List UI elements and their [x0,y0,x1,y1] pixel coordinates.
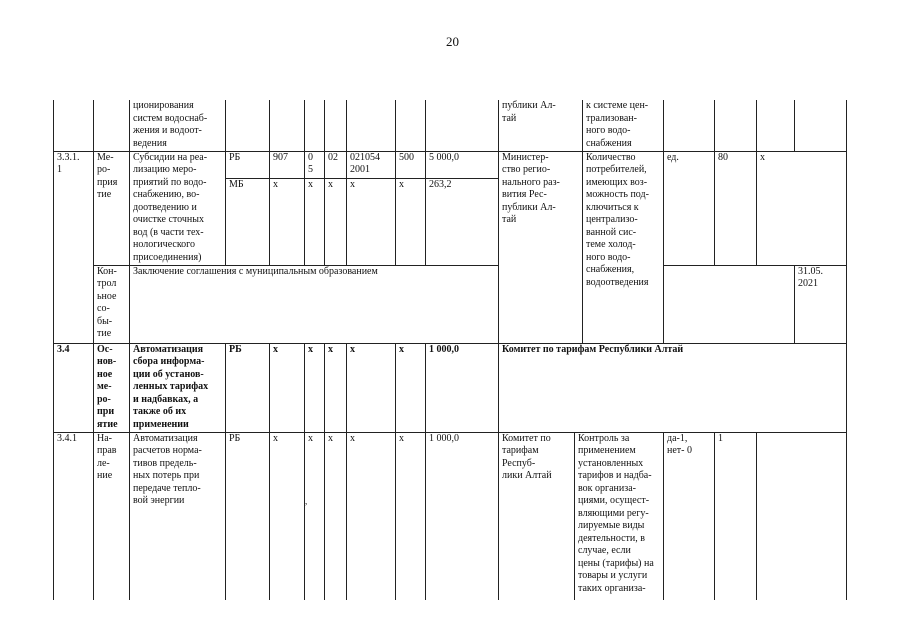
program-table [53,100,847,600]
unit-cell: ед. [664,151,715,265]
table-row: 3.4.1 На- прав ле- ние Автоматизация расчетов норма- тивов предель- ных потерь при передаче тепло- вой энергии РБ x x x x x 1 000,0 Комитет по тарифам Респуб- лики Алтай Контроль за применением установленных тарифов и надба- вок организа- циями, осущест- вляющими регу- лируемые виды деятельности, в случае, если цены (тарифы) на товары и услуги таких организа- да-1, нет- 0 1 [54,432,847,600]
executor-cell: публики Ал- тай [499,100,583,151]
kind-cell: На- прав ле- ние [94,432,130,600]
table-row: 3.3.1. 1 Ме- ро- прия тие Субсидии на реа- лизацию меро- приятий по водо- снабжению, во- доотведению и очистке сточных вод (в части тех- нологического присоединения) РБ 907 0 5 02 021054 2001 500 5 000,0 Министер- ство регио- нального раз- вития Рес- публики Ал- тай Количество потребителей, имеющих воз- можность под- ключиться к централизо- ванной сис- теме холод- ного водо- снабжения, водоотведения ед. 80 x [54,151,847,178]
indicator-cell: к системе цен- трализован- ного водо- снабжения [583,100,664,151]
description-cell: ционирования систем водоснаб- жения и водоот- ведения [130,100,226,151]
description-cell: Автоматизация сбора информа- ции об установ- ленных тарифах и надбавках, а также об их применении [130,343,226,432]
description-cell: Автоматизация расчетов норма- тивов предель- ных потерь при передаче тепло- вой энергии [130,432,226,600]
stray-mark: , [305,496,308,506]
table-row: МБ x x x x x 263,2 [54,178,847,265]
value-cell: 80 [715,151,757,265]
executor-cell: Комитет по тарифам Республики Алтай [499,343,847,432]
value-cell: 1 [715,432,757,600]
unit-cell: да-1, нет- 0 [664,432,715,600]
amount-cell: 1 000,0 [426,343,499,432]
table-row [54,100,847,151]
amount-cell: 1 000,0 [426,432,499,600]
date-cell: 31.05. 2021 [795,265,847,343]
row-num-cell: 3.3.1. 1 [54,151,94,343]
page-number: 20 [446,34,459,49]
executor-cell: Министер- ство регио- нального раз- вития Рес- публики Ал- тай [499,151,583,343]
kind-cell: Ме- ро- прия тие [94,151,130,265]
source-cell: РБ [226,343,270,432]
control-event-text: Заключение соглашения с муниципальным образованием [130,265,499,343]
kind-cell [94,100,130,151]
source-cell: МБ [226,178,270,265]
row-num-cell [54,100,94,151]
indicator-cell: Контроль за применением установленных тарифов и надба- вок организа- циями, осущест- вляющими регу- лируемые виды деятельности, в случае, если цены (тарифы) на товары и услуги таких организа- [575,432,664,600]
source-cell: РБ [226,432,270,600]
kind-cell: Кон- трол ьное со- бы- тие [94,265,130,343]
extra-cell: x [757,151,847,265]
amount-cell: 263,2 [426,178,499,265]
row-num-cell: 3.4 [54,343,94,432]
kind-cell: Ос- нов- ное ме- ро- при ятие [94,343,130,432]
description-cell: Субсидии на реа- лизацию меро- приятий по водо- снабжению, во- доотведению и очистке сточных вод (в части тех- нологического присоединения) [130,151,226,265]
table-row [54,265,847,343]
amount-cell: 5 000,0 [426,151,499,178]
table-row: 3.4 Ос- нов- ное ме- ро- при ятие Автоматизация сбора информа- ции об установ- ленных тарифах и надбавках, а также об их применении РБ x x x x x 1 000,0 Комитет по тарифам Республики Алтай [54,343,847,432]
source-cell: РБ [226,151,270,178]
row-num-cell: 3.4.1 [54,432,94,600]
executor-cell: Комитет по тарифам Респуб- лики Алтай [499,432,575,600]
indicator-cell: Количество потребителей, имеющих воз- можность под- ключиться к централизо- ванной сис- теме холод- ного водо- снабжения, водоотведения [583,151,664,343]
